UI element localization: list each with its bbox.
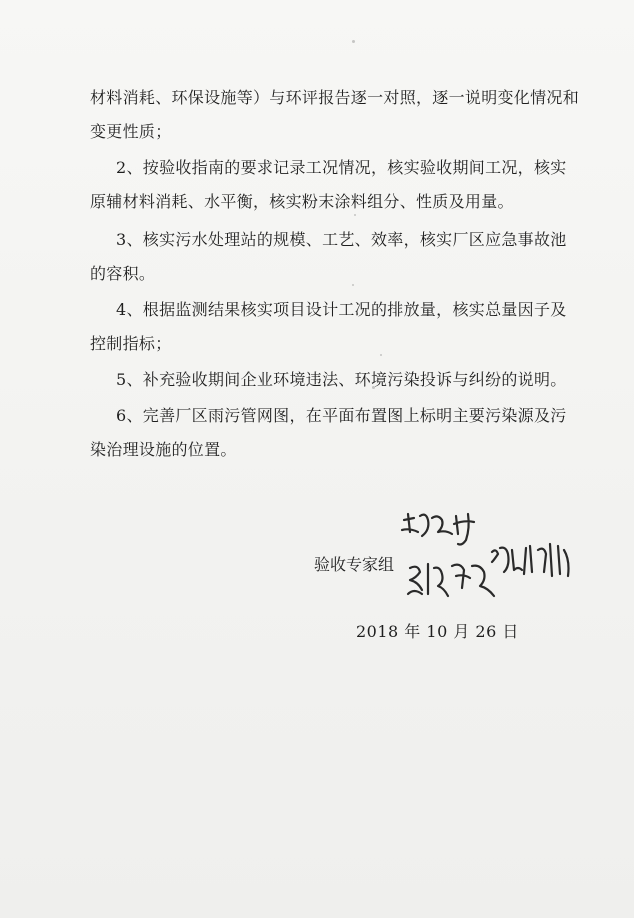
item-2-line-1: 2、按验收指南的要求记录工况情况，核实验收期间工况，核实 bbox=[116, 158, 567, 177]
handwritten-signature-2 bbox=[404, 558, 499, 604]
paragraph-1-line-2: 变更性质； bbox=[90, 122, 172, 141]
scan-speck bbox=[372, 386, 375, 389]
scan-speck bbox=[380, 354, 382, 356]
item-4-line-2: 控制指标； bbox=[90, 334, 172, 353]
item-3-line-2: 的容积。 bbox=[90, 264, 156, 283]
handwritten-signature-1 bbox=[398, 510, 488, 554]
paragraph-1-line-1: 材料消耗、环保设施等）与环评报告逐一对照，逐一说明变化情况和 bbox=[90, 88, 580, 107]
scan-speck bbox=[354, 214, 356, 216]
item-6-line-2: 染治理设施的位置。 bbox=[90, 440, 237, 459]
document-date: 2018 年 10 月 26 日 bbox=[356, 622, 519, 641]
handwritten-signature-3 bbox=[488, 540, 574, 582]
signature-label: 验收专家组 bbox=[314, 555, 395, 574]
item-3-line-1: 3、核实污水处理站的规模、工艺、效率，核实厂区应急事故池 bbox=[116, 230, 567, 249]
scan-speck bbox=[352, 284, 354, 286]
item-2-line-2: 原辅材料消耗、水平衡，核实粉末涂料组分、性质及用量。 bbox=[90, 192, 514, 211]
item-4-line-1: 4、根据监测结果核实项目设计工况的排放量，核实总量因子及 bbox=[116, 300, 567, 319]
scan-speck bbox=[352, 40, 355, 43]
item-5-line-1: 5、补充验收期间企业环境违法、环境污染投诉与纠纷的说明。 bbox=[116, 370, 567, 389]
item-6-line-1: 6、完善厂区雨污管网图，在平面布置图上标明主要污染源及污 bbox=[116, 406, 567, 425]
